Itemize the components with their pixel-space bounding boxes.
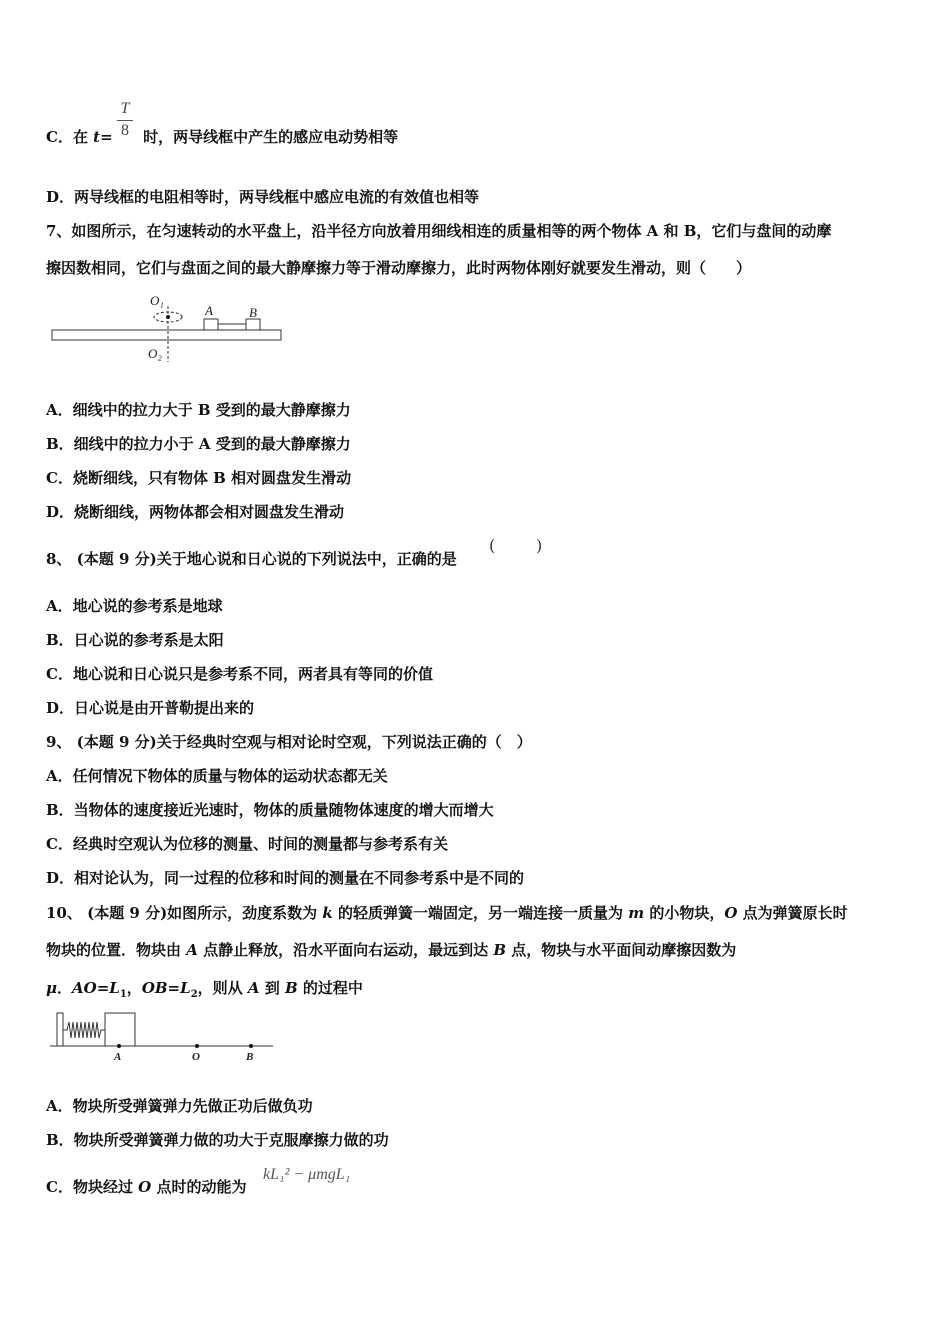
q9-option-b: B．当物体的速度接近光速时，物体的质量随物体速度的增大而增大 bbox=[46, 801, 494, 819]
point-b bbox=[249, 1044, 253, 1048]
q10-var-b: B bbox=[493, 941, 507, 959]
q10-var-k: k bbox=[322, 904, 333, 922]
q10-var-mu: μ bbox=[46, 979, 57, 997]
q10-ob-eq: OB=L bbox=[141, 979, 191, 997]
q10-l2-a: 物块的位置．物块由 bbox=[46, 941, 187, 959]
q10-option-b: B．物块所受弹簧弹力做的功大于克服摩擦力做的功 bbox=[46, 1131, 389, 1149]
fraction-denominator: 8 bbox=[121, 122, 129, 139]
label-a: A bbox=[205, 303, 213, 318]
q10-l2-b: 点静止释放，沿水平面向右运动，最远到达 bbox=[197, 941, 494, 959]
label-a: A bbox=[114, 1051, 122, 1063]
q7-option-b: B．细线中的拉力小于 A 受到的最大静摩擦力 bbox=[46, 435, 351, 453]
q7-stem-line1: 7、如图所示，在匀速转动的水平盘上，沿半径方向放着用细线相连的质量相等的两个物体 A 和 B，它们与盘间的动摩 bbox=[46, 222, 832, 240]
q10-sub1: 1 bbox=[119, 989, 127, 1000]
q10-ao-eq: AO=L bbox=[72, 979, 120, 997]
q10-var-m: m bbox=[628, 904, 645, 922]
point-a bbox=[117, 1044, 121, 1048]
spring bbox=[63, 1022, 105, 1038]
label-o1: O₁ bbox=[150, 293, 164, 308]
q6-option-c-suffix: 时，两导线框中产生的感应电动势相等 bbox=[137, 128, 399, 146]
q8-option-a: A．地心说的参考系是地球 bbox=[46, 597, 223, 615]
q6-option-c-prefix: C．在 bbox=[46, 128, 94, 146]
q7-option-d: D．烧断细线，两物体都会相对圆盘发生滑动 bbox=[46, 503, 345, 521]
q10-l1-c: 的小物块， bbox=[644, 904, 725, 922]
q10-option-c bbox=[46, 1177, 246, 1197]
q10-l1-b: 的轻质弹簧一端固定，另一端连接一质量为 bbox=[332, 904, 629, 922]
label-o2: O₂ bbox=[148, 346, 162, 361]
q9-stem: 9、 (本题 9 分)关于经典时空观与相对论时空观，下列说法正确的（ ） bbox=[46, 733, 532, 751]
q8-paren-close: ) bbox=[536, 536, 543, 555]
q8-option-c: C．地心说和日心说只是参考系不同，两者具有等同的价值 bbox=[46, 665, 433, 683]
q9-option-c: C．经典时空观认为位移的测量、时间的测量都与参考系有关 bbox=[46, 835, 448, 853]
q10-l3-sep: ， bbox=[126, 979, 142, 997]
q10-option-a: A．物块所受弹簧弹力先做正功后做负功 bbox=[46, 1097, 313, 1115]
q10-l1-d: 点为弹簧原长时 bbox=[737, 904, 848, 922]
q6-equals: = bbox=[100, 128, 118, 146]
q10-l1-a: 10、 (本题 9 分)如图所示，劲度系数为 bbox=[46, 904, 323, 922]
q10-sub2: 2 bbox=[190, 989, 198, 1000]
q10-l2-c: 点，物块与水平面间动摩擦因数为 bbox=[506, 941, 737, 959]
q10-l3-var-b: B bbox=[284, 979, 298, 997]
q7-option-a: A．细线中的拉力大于 B 受到的最大静摩擦力 bbox=[46, 401, 351, 419]
label-b: B bbox=[246, 1051, 254, 1063]
q7-stem-line2: 擦因数相同，它们与盘面之间的最大静摩擦力等于滑动摩擦力，此时两物体刚好就要发生滑动，则（ ） bbox=[46, 259, 752, 277]
q10-var-o: O bbox=[724, 904, 738, 922]
q10-option-c-formula: kL₁² − μmgL₁ bbox=[263, 1166, 351, 1183]
label-o: O bbox=[192, 1051, 200, 1063]
q10-l3-d: 的过程中 bbox=[297, 979, 363, 997]
q8-option-b: B．日心说的参考系是太阳 bbox=[46, 631, 224, 649]
q10-l3-a: ． bbox=[56, 979, 72, 997]
block bbox=[105, 1013, 135, 1046]
q9-option-a: A．任何情况下物体的质量与物体的运动状态都无关 bbox=[46, 767, 388, 785]
q6-option-d: D．两导线框的电阻相等时，两导线框中感应电流的有效值也相等 bbox=[46, 188, 480, 206]
q10-l3-c: 到 bbox=[259, 979, 285, 997]
q6-var-t: t bbox=[93, 128, 101, 146]
q10-l3-b: ，则从 bbox=[197, 979, 248, 997]
wall bbox=[57, 1013, 63, 1046]
q8-stem: 8、 (本题 9 分)关于地心说和日心说的下列说法中，正确的是 bbox=[46, 550, 457, 568]
q8-paren-open: ( bbox=[489, 536, 496, 555]
q10-option-c-o: O bbox=[138, 1178, 152, 1196]
q10-option-c-text2: 点时的动能为 bbox=[151, 1178, 247, 1196]
q10-var-a: A bbox=[186, 941, 198, 959]
point-o bbox=[195, 1044, 199, 1048]
q10-option-c-text: C．物块经过 bbox=[46, 1178, 139, 1196]
q10-l3-var-a: A bbox=[247, 979, 260, 997]
q8-option-d: D．日心说是由开普勒提出来的 bbox=[46, 699, 255, 717]
fraction-numerator: T bbox=[120, 100, 130, 117]
q9-option-d: D．相对论认为，同一过程的位移和时间的测量在不同参考系中是不同的 bbox=[46, 869, 525, 887]
q7-option-c: C．烧断细线，只有物体 B 相对圆盘发生滑动 bbox=[46, 469, 352, 487]
label-b: B bbox=[249, 305, 257, 320]
